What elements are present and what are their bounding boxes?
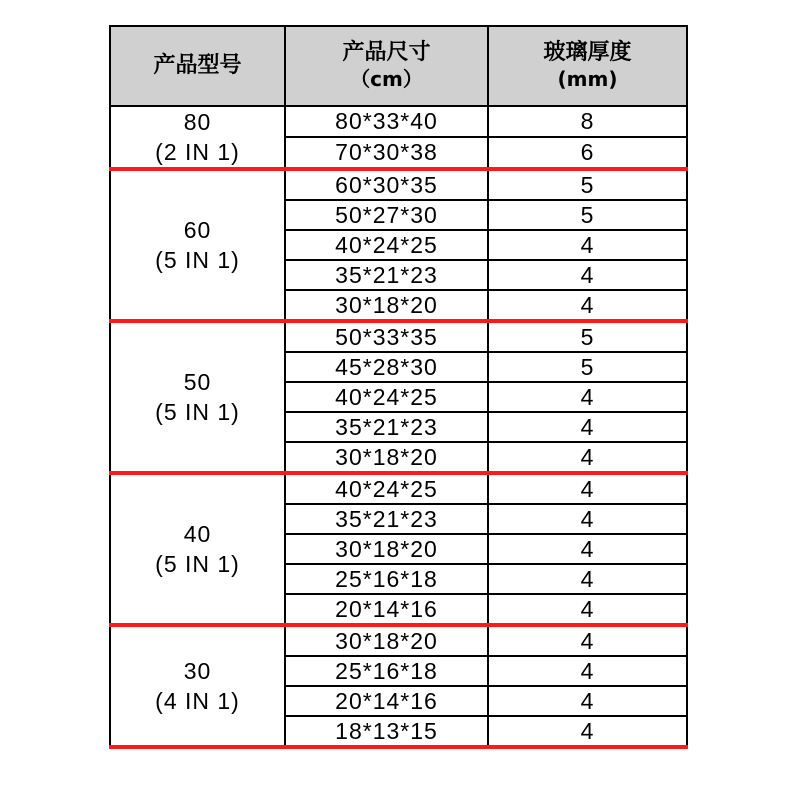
size-cell: 50*27*30: [285, 200, 488, 230]
size-cell: 35*21*23: [285, 412, 488, 442]
header-size-unit: （cm）: [350, 67, 423, 91]
header-glass-unit: (mm): [557, 67, 618, 91]
table-row: [110, 321, 687, 352]
glass-cell: 8: [488, 106, 687, 137]
model-set: (4 IN 1): [155, 688, 240, 714]
glass-cell: 4: [488, 656, 687, 686]
header-glass: [488, 26, 687, 106]
model-cell: [110, 473, 285, 625]
size-cell: 45*28*30: [285, 352, 488, 382]
glass-cell: 4: [488, 230, 687, 260]
size-cell: 50*33*35: [285, 321, 488, 352]
size-cell: 25*16*18: [285, 564, 488, 594]
model-set: (5 IN 1): [155, 399, 240, 425]
table-body: [110, 106, 687, 747]
size-cell: 20*14*16: [285, 686, 488, 716]
glass-cell: 4: [488, 686, 687, 716]
glass-cell: 4: [488, 442, 687, 473]
size-cell: 60*30*35: [285, 169, 488, 200]
glass-cell: 5: [488, 200, 687, 230]
model-number: 60: [183, 217, 212, 243]
model-number: 50: [183, 369, 212, 395]
table-row: [110, 169, 687, 200]
header-size-label: 产品尺寸: [342, 40, 431, 65]
glass-cell: 4: [488, 473, 687, 504]
size-cell: 70*30*38: [285, 137, 488, 169]
glass-cell: 4: [488, 504, 687, 534]
size-cell: 30*18*20: [285, 625, 488, 656]
glass-cell: 4: [488, 594, 687, 625]
glass-cell: 4: [488, 716, 687, 747]
model-cell: [110, 625, 285, 747]
glass-cell: 4: [488, 290, 687, 321]
model-number: 30: [183, 658, 212, 684]
glass-cell: 4: [488, 260, 687, 290]
table-header-row: [110, 26, 687, 106]
header-model: [110, 26, 285, 106]
glass-cell: 4: [488, 534, 687, 564]
size-cell: 20*14*16: [285, 594, 488, 625]
table-row: [110, 473, 687, 504]
glass-cell: 4: [488, 625, 687, 656]
size-cell: 35*21*23: [285, 260, 488, 290]
size-cell: 30*18*20: [285, 290, 488, 321]
size-cell: 25*16*18: [285, 656, 488, 686]
size-cell: 80*33*40: [285, 106, 488, 137]
model-set: (5 IN 1): [155, 551, 240, 577]
size-cell: 30*18*20: [285, 534, 488, 564]
size-cell: 30*18*20: [285, 442, 488, 473]
glass-cell: 6: [488, 137, 687, 169]
size-cell: 35*21*23: [285, 504, 488, 534]
glass-cell: 5: [488, 321, 687, 352]
table-row: [110, 625, 687, 656]
header-size: [285, 26, 488, 106]
header-model-label: 产品型号: [153, 53, 242, 78]
model-number: 80: [183, 109, 212, 135]
glass-cell: 5: [488, 352, 687, 382]
size-cell: 40*24*25: [285, 473, 488, 504]
model-cell: [110, 106, 285, 169]
table-row: [110, 106, 687, 137]
glass-cell: 4: [488, 382, 687, 412]
header-glass-label: 玻璃厚度: [543, 40, 632, 65]
model-number: 40: [183, 521, 212, 547]
spec-table: [109, 25, 688, 749]
model-cell: [110, 321, 285, 473]
glass-cell: 4: [488, 564, 687, 594]
model-set: (5 IN 1): [155, 247, 240, 273]
model-set: (2 IN 1): [155, 139, 240, 165]
size-cell: 18*13*15: [285, 716, 488, 747]
model-cell: [110, 169, 285, 321]
glass-cell: 5: [488, 169, 687, 200]
glass-cell: 4: [488, 412, 687, 442]
size-cell: 40*24*25: [285, 382, 488, 412]
size-cell: 40*24*25: [285, 230, 488, 260]
